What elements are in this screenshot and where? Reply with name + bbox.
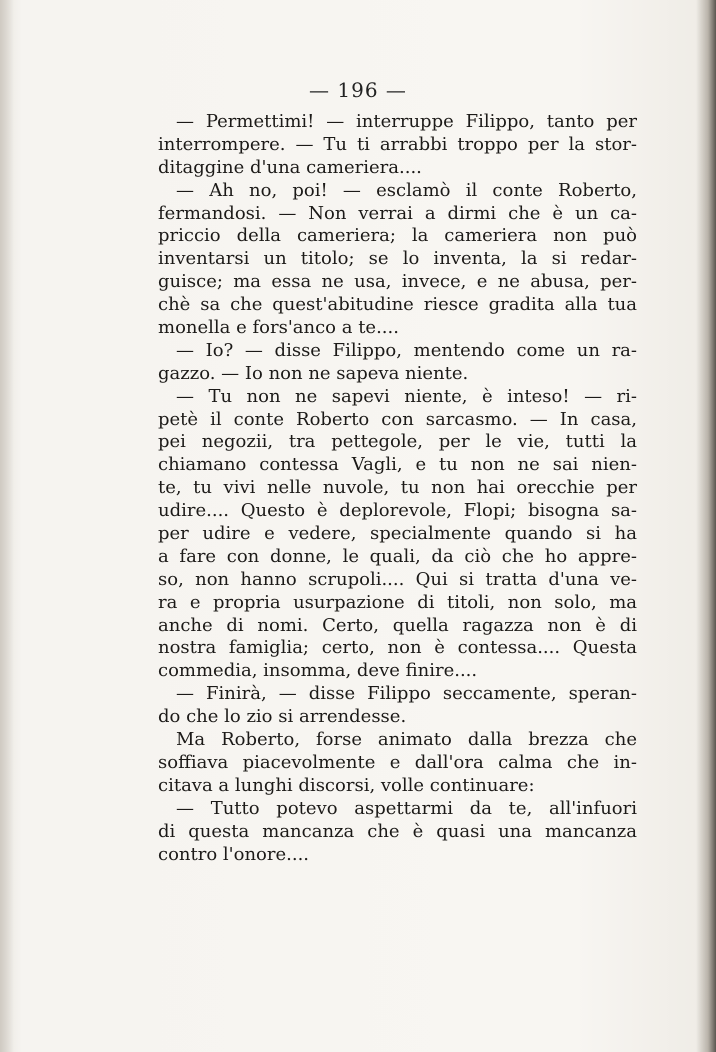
text-line: per udire e vedere, specialmente quando si ha (158, 523, 637, 545)
text-line: guisce; ma essa ne usa, invece, e ne abusa, per- (158, 271, 637, 293)
text-line: di questa mancanza che è quasi una mancanza (158, 820, 637, 842)
text-line: — Finirà, — disse Filippo seccamente, speran- (176, 683, 637, 705)
text-line: pei negozii, tra pettegole, per le vie, tutti la (158, 431, 637, 453)
text-line: Ma Roberto, forse animato dalla brezza che (176, 729, 637, 751)
text-line: anche di nomi. Certo, quella ragazza non è di (158, 614, 637, 636)
text-line: nostra famiglia; certo, non è contessa.... Questa (158, 637, 637, 659)
text-line: chè sa che quest'abitudine riesce gradita alla tua (158, 294, 637, 316)
text-line: interrompere. — Tu ti arrabbi troppo per la stor- (158, 133, 637, 155)
text-line: a fare con donne, le quali, da ciò che ho appre- (158, 545, 637, 567)
text-line: contro l'onore.... (158, 843, 310, 865)
text-line: chiamano contessa Vagli, e tu non ne sai nien- (158, 454, 637, 476)
text-line: te, tu vivi nelle nuvole, tu non hai orecchie per (158, 477, 637, 499)
text-line: inventarsi un titolo; se lo inventa, la si redar- (158, 248, 637, 270)
text-line: citava a lunghi discorsi, volle continuare: (158, 774, 535, 796)
text-line: priccio della cameriera; la cameriera non può (158, 225, 637, 247)
text-line: udire.... Questo è deplorevole, Flopi; bisogna sa- (158, 500, 637, 522)
text-line: — Io? — disse Filippo, mentendo come un ra- (176, 339, 637, 361)
text-line: — Tutto potevo aspettarmi da te, all'infuori (176, 797, 637, 819)
body-text (158, 111, 637, 866)
page-left-shadow (0, 0, 14, 1052)
text-line: commedia, insomma, deve finire.... (158, 660, 478, 682)
text-line: gazzo. — Io non ne sapeva niente. (158, 362, 469, 384)
text-line: soffiava piacevolmente e dall'ora calma che in- (158, 751, 637, 773)
text-line: — Tu non ne sapevi niente, è inteso! — ri- (176, 385, 637, 407)
text-line: so, non hanno scrupoli.... Qui si tratta d'una ve- (158, 568, 637, 590)
page-right-edge (696, 0, 716, 1052)
text-line: — Ah no, poi! — esclamò il conte Roberto, (176, 179, 637, 201)
text-line: do che lo zio si arrendesse. (158, 706, 407, 728)
text-line: — Permettimi! — interruppe Filippo, tanto per (176, 111, 637, 132)
text-line: fermandosi. — Non verrai a dirmi che è un ca- (158, 202, 637, 224)
text-line: petè il conte Roberto con sarcasmo. — In casa, (158, 408, 637, 430)
text-line: monella e fors'anco a te.... (158, 317, 399, 339)
text-line: ditaggine d'una cameriera.... (158, 156, 422, 178)
text-line: ra e propria usurpazione di titoli, non solo, ma (158, 591, 637, 613)
page-number: — 196 — (309, 78, 407, 102)
